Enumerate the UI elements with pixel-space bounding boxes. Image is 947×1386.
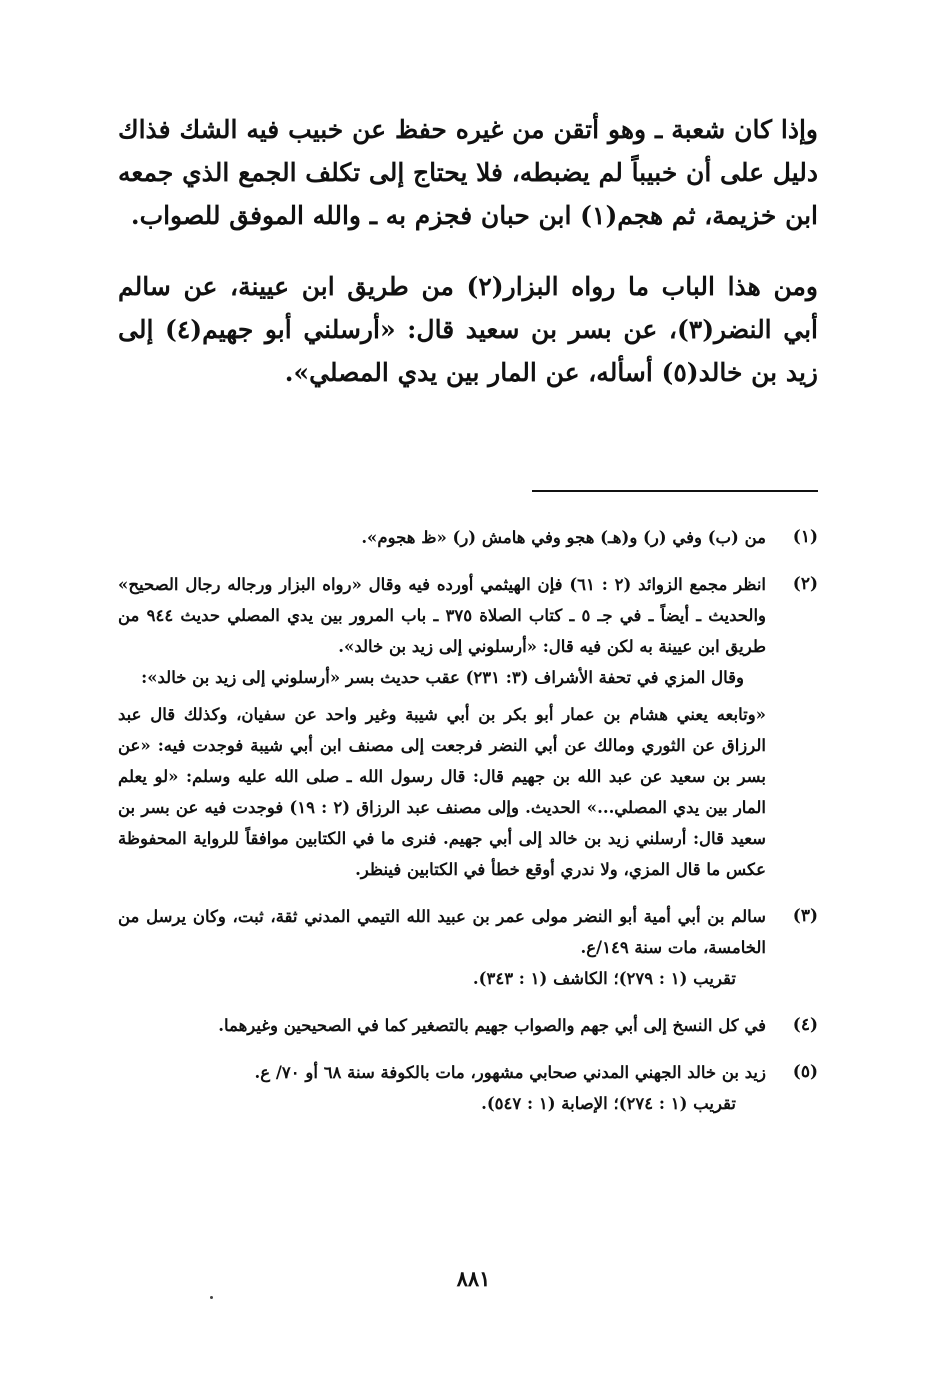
footnote-text: انظر مجمع الزوائد (٢ : ٦١) فإن الهيثمي أورده فيه وقال «رواه البزار ورجاله رجال الصحيح» والحديث ـ أيضاً ـ في جـ ٥ ـ كتاب الصلاة ٣٧٥ ـ باب المرور بين يدي المصلي حديث ٩٤٤ من طريق ابن عيينة به لكن فيه قال: «أرسلوني إلى زيد بن خالد». (118, 575, 766, 656)
paragraph-1: وإذا كان شعبة ـ وهو أتقن من غيره حفظ عن خبيب فيه الشك فذاك دليل على أن خبيباً لم يضبطه، فلا يحتاج إلى تكلف الجمع الذي جمعه ابن خزيمة، ثم هجم(١) ابن حبان فجزم به ـ والله الموفق للصواب. (118, 115, 818, 230)
footnote-number: (٢) (792, 574, 818, 594)
footnote-text: وقال المزي في تحفة الأشراف (٣: ٢٣١) عقب حديث بسر «أرسلوني إلى زيد بن خالد»: (141, 668, 744, 687)
footnote-number: (١) (792, 527, 818, 547)
page-number: ٨٨١ (456, 1266, 491, 1291)
footnote-3 (118, 901, 818, 994)
footnote-quote: «وتابعه يعني هشام بن عمار أبو بكر بن أبي شيبة وغير واحد عن سفيان، وكذلك قال عبد الرزاق عن الثوري ومالك عن أبي النضر فرجعت إلى مصنف ابن أبي شيبة فوجدت فيه: «عن بسر بن سعيد عن عبد الله بن جهيم قال: قال رسول الله ـ صلى الله عليه وسلم: «لو يعلم المار بين يدي المصلي...» الحديث. وإلى مصنف عبد الرزاق (٢ : ١٩) فوجدت فيه عن بسر بن سعيد قال: أرسلني زيد بن خالد إلى أبي جهيم. فنرى ما في الكتابين موافقاً للرواية المحفوظة عكس ما قال المزي، ولا ندري أوقع خطأ في الكتابين فينظر. (118, 705, 766, 879)
footnote-number: (٤) (792, 1015, 818, 1035)
main-text (118, 108, 818, 394)
footnote-4 (118, 1010, 818, 1041)
footnote-2 (118, 569, 818, 885)
paragraph-2: ومن هذا الباب ما رواه البزار(٢) من طريق ابن عيينة، عن سالم أبي النضر(٣)، عن بسر بن سعيد قال: «أرسلني أبو جهيم(٤) إلى زيد بن خالد(٥) أسأله، عن المار بين يدي المصلي». (118, 272, 818, 387)
footnotes (118, 522, 818, 1135)
footnote-text: في كل النسخ إلى أبي جهم والصواب جهيم بالتصغير كما في الصحيحين وغيرهما. (218, 1016, 766, 1035)
footnote-number: (٣) (792, 906, 818, 926)
footnote-1 (118, 522, 818, 553)
footnote-number: (٥) (792, 1062, 818, 1082)
print-speck (210, 1296, 213, 1299)
footnote-separator (532, 490, 818, 492)
footnote-text: زيد بن خالد الجهني المدني صحابي مشهور، مات بالكوفة سنة ٦٨ أو ٧٠/ ع. (254, 1063, 766, 1082)
footnote-reference: تقريب (١ : ٢٧٤)؛ الإصابة (١ : ٥٤٧). (481, 1094, 736, 1113)
footnote-5 (118, 1057, 818, 1119)
footnote-text: سالم بن أبي أمية أبو النضر مولى عمر بن عبيد الله التيمي المدني ثقة، ثبت، وكان يرسل من الخامسة، مات سنة ١٤٩/ع. (118, 907, 766, 957)
footnote-reference: تقريب (١ : ٢٧٩)؛ الكاشف (١ : ٣٤٣). (472, 969, 736, 988)
footnote-text: من (ب) وفي (ر) و(هـ) هجو وفي هامش (ر) «ظ هجوم». (361, 528, 766, 547)
